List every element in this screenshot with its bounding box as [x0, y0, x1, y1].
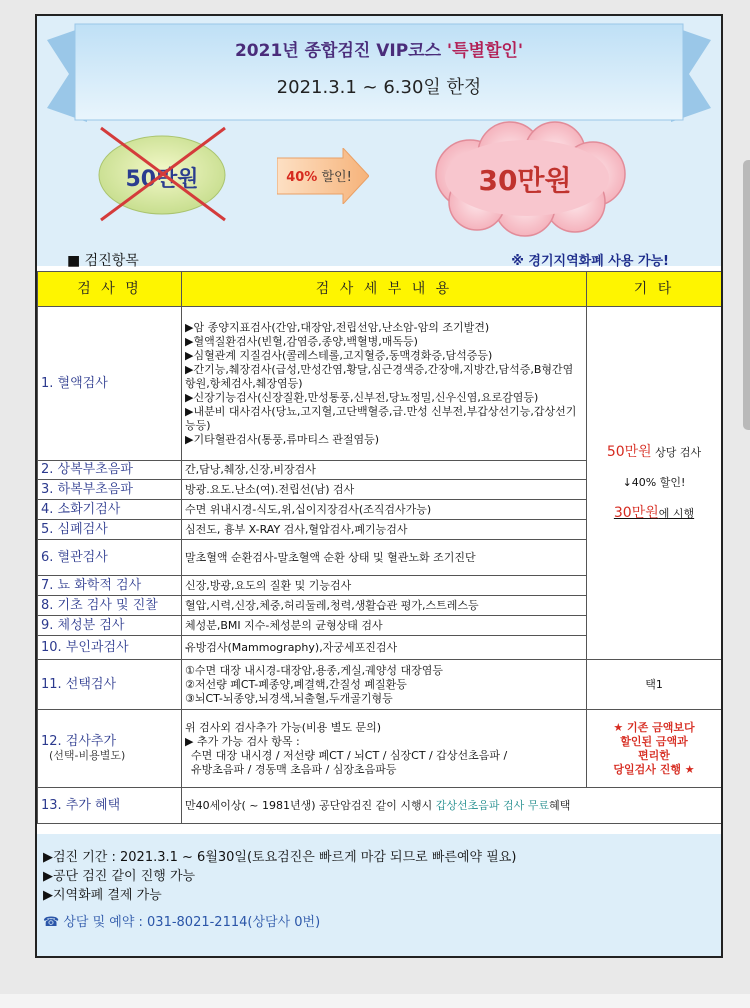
banner-title: 2021년 종합검진 VIP코스 '특별할인' [234, 41, 524, 61]
row-name: 6. 혈관검사 [38, 540, 182, 576]
column-header-detail: 검 사 세 부 내 용 [182, 272, 587, 307]
footer-line: ▶검진 기간 : 2021.3.1 ~ 6월30일(토요검진은 빠르게 마감 되므로 빠른예약 필요) [43, 850, 517, 865]
detail-line: ▶암 종양지표검사(간암,대장암,전립선암,난소암-암의 조기발견) [185, 320, 490, 334]
row-name: 5. 심폐검사 [38, 520, 182, 540]
table-row [38, 307, 722, 461]
row-detail [182, 710, 587, 788]
strike-cross-icon [95, 124, 231, 224]
table-row [38, 710, 722, 788]
detail-line: ▶간기능,췌장검사(급성,만성간염,황달,심근경색증,간장애,지방간,담석증,B형간염항원,항체검사,췌장염등) [185, 362, 574, 390]
detail-line: ▶기타혈관검사(통풍,류마티스 관절염등) [185, 432, 380, 446]
detail-line: ①수면 대장 내시경-대장암,용종,게실,궤양성 대장염등 [185, 663, 443, 677]
table-row [38, 660, 722, 710]
summary-line-1: 50만원 상당 검사 [606, 444, 702, 460]
row-name-text: 12. 검사추가 [41, 733, 117, 749]
side-line: ★ 기존 금액보다 [613, 720, 695, 734]
row-side-note [587, 710, 722, 788]
discount-label: 40% 할인! [286, 170, 352, 185]
row-name-sub: (선택-비용별도) [49, 748, 126, 762]
detail-line: 위 검사외 검사추가 가능(비용 별도 문의) [185, 720, 382, 734]
detail-line: ②저선량 폐CT-폐종양,폐결핵,간질성 폐질환등 [185, 677, 407, 691]
footer-line: ▶공단 검진 같이 진행 가능 [43, 869, 196, 884]
row-detail: 혈압,시력,신장,체중,허리둘레,청력,생활습관 평가,스트레스등 [182, 596, 587, 616]
summary-line-3: 30만원에 시행 [613, 505, 695, 521]
row-detail: 유방검사(Mammography),자궁세포진검사 [182, 636, 587, 660]
row-name: 2. 상복부초음파 [38, 461, 182, 480]
summary-line-2: ↓40% 할인! [622, 476, 686, 489]
banner-subtitle: 2021.3.1 ~ 6.30일 한정 [276, 77, 482, 98]
row-detail: 수면 위내시경-식도,위,십이지장검사(조직검사가능) [182, 500, 587, 520]
table-row [38, 788, 722, 824]
row-name: 7. 뇨 화학적 검사 [38, 576, 182, 596]
row-name [38, 710, 182, 788]
row-side-note: 택1 [587, 660, 722, 710]
page-bottom-strip [0, 994, 750, 1008]
row-detail: 심전도, 흉부 X-RAY 검사,혈압검사,폐기능검사 [182, 520, 587, 540]
side-line: 편리한 [638, 748, 670, 762]
side-line: 당일검사 진행 ★ [613, 762, 695, 776]
detail-line: 유방초음파 / 경동맥 초음파 / 심장초음파등 [191, 762, 397, 776]
local-currency-notice: ※ 경기지역화폐 사용 가능! [511, 254, 669, 269]
side-scroll-handle[interactable] [743, 160, 750, 430]
flyer-sheet [35, 14, 723, 958]
detail-line: ▶심혈관계 지질검사(콜레스테롤,고지혈증,동맥경화증,담석증등) [185, 348, 493, 362]
row-name: 9. 체성분 검사 [38, 616, 182, 636]
row-detail [182, 307, 587, 461]
row-detail: 체성분,BMI 지수-체성분의 균형상태 검사 [182, 616, 587, 636]
footer-line: ▶지역화폐 결제 가능 [43, 888, 162, 903]
price-summary [587, 307, 722, 660]
detail-line: ▶신장기능검사(신장질환,만성통풍,신부전,당뇨정밀,신우신염,요로감염등) [185, 390, 539, 404]
table-header-row [38, 272, 722, 307]
detail-line: 수면 대장 내시경 / 저선량 폐CT / 뇌CT / 심장CT / 갑상선초음파 / [191, 748, 508, 762]
row-name: 4. 소화기검사 [38, 500, 182, 520]
detail-line: ▶혈액질환검사(빈혈,감염증,종양,백혈병,매독등) [185, 334, 418, 348]
old-price: 50만원 [125, 167, 199, 192]
column-header-name: 검 사 명 [38, 272, 182, 307]
row-name: 1. 혈액검사 [38, 307, 182, 461]
side-line: 할인된 금액과 [620, 734, 688, 748]
info-footer [37, 834, 721, 956]
row-name: 11. 선택검사 [38, 660, 182, 710]
row-detail: 말초혈액 순환검사-말초혈액 순환 상태 및 혈관노화 조기진단 [182, 540, 587, 576]
row-name: 3. 하복부초음파 [38, 480, 182, 500]
row-detail: 방광.요도.난소(여).전립선(남) 검사 [182, 480, 587, 500]
row-detail: 신장,방광,요도의 질환 및 기능검사 [182, 576, 587, 596]
detail-line: ③뇌CT-뇌종양,뇌경색,뇌출혈,두개골기형등 [185, 691, 393, 705]
column-header-etc: 기 타 [587, 272, 722, 307]
detail-line: ▶내분비 대사검사(당뇨,고지혈,고단백혈증,급.만성 신부전,부갑상선기능,갑상선기능등) [185, 404, 577, 432]
contact-line: ☎ 상담 및 예약 : 031-8021-2114(상담사 0번) [43, 915, 321, 930]
items-heading: ■ 검진항목 [67, 253, 139, 269]
new-price: 30만원 [478, 164, 572, 197]
promo-header [37, 16, 721, 269]
row-name: 13. 추가 혜택 [38, 788, 182, 824]
row-name: 10. 부인과검사 [38, 636, 182, 660]
row-detail [182, 660, 587, 710]
exam-table [37, 271, 722, 824]
row-detail: 간,담낭,췌장,신장,비장검사 [182, 461, 587, 480]
row-detail: 만40세이상( ~ 1981년생) 공단암검진 같이 시행시 갑상선초음파 검사 무료혜택 [182, 788, 722, 824]
row-name: 8. 기초 검사 및 진찰 [38, 596, 182, 616]
detail-line: ▶ 추가 가능 검사 항목 : [185, 734, 300, 748]
